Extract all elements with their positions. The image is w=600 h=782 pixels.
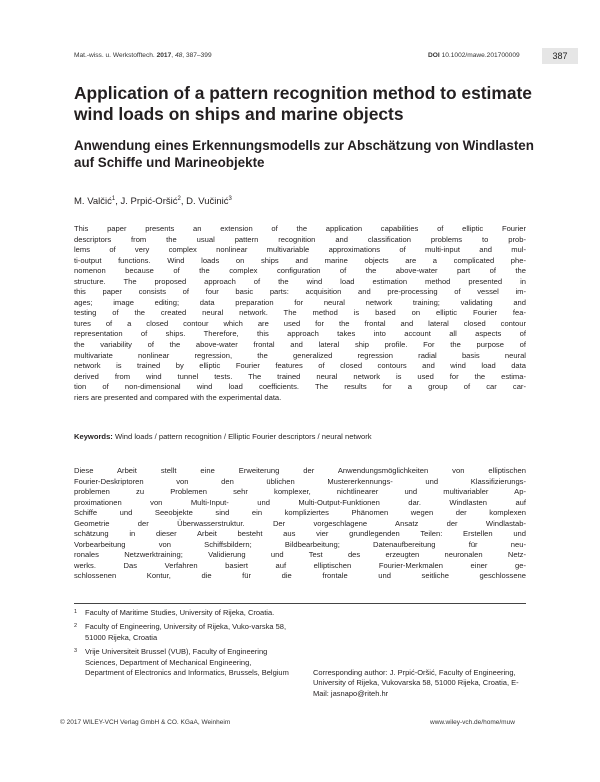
abstract-line: lems of very complex nonlinear multivariable approximations of multi-input and mul- — [74, 245, 526, 255]
abstract-german — [74, 466, 526, 582]
footnote: 3 Vrije Universiteit Brussel (VUB), Faculty of Engineering Sciences, Department of Mechanical Engineering, Department of Electronics and Informatics, Brussels, Belgium — [74, 647, 289, 678]
abstract-line: descriptors from the usual pattern recognition and classification problems to prob- — [74, 234, 526, 244]
footnote: 2 Faculty of Engineering, University of Rijeka, Vuko-varska 58, 51000 Rijeka, Croatia — [74, 622, 287, 642]
german-line: schlossenen Kontur, die für die frontale und seitliche geschlossene — [74, 571, 526, 581]
author: M. Valčić$^1$ — [74, 196, 116, 207]
journal-name: Mat.-wiss. u. Werkstofftech. — [74, 52, 155, 59]
german-line: Schiffe und Seeobjekte sind ein kompliziertes Phänomen wegen der komplexen — [74, 508, 526, 518]
abstract-line: testing of the created neural network. The method is based on elliptic Fourier fea- — [74, 308, 526, 318]
german-line: schätzung in dieser Arbeit besteht aus vier grundlegenden Teilen: Erstellen und — [74, 529, 526, 539]
doi-label: DOI — [428, 52, 440, 59]
keywords-label: Keywords: — [74, 432, 113, 441]
abstract-line: derived from wind tunnel tests. The trained neural network is used for the estima- — [74, 371, 526, 381]
journal-year: 2017 — [156, 52, 172, 59]
doi-value[interactable]: 10.1002/mawe.201700009 — [441, 52, 520, 59]
author: J. Prpić-Oršić$^2$ — [120, 196, 181, 207]
abstract-line: tures of a closed contour which are used for the frontal and lateral closed contour — [74, 318, 526, 328]
abstract-line: structure. The proposed approach of the wind load estimation method presented in — [74, 276, 526, 286]
abstract-line: the variability of the above-water frontal and lateral ship profile. For the purpose of — [74, 340, 526, 350]
paper-title: Application of a pattern recognition method to estimate wind loads on ships and marine objects — [74, 83, 532, 124]
footnote: 1 Faculty of Maritime Studies, University of Rijeka, Croatia. — [74, 608, 275, 617]
abstract-line: representation of ships. Therefore, this approach takes into account all aspects of — [74, 329, 526, 339]
abstract-line: multivariate nonlinear regression, the generalized regression radial basis neural — [74, 350, 526, 360]
abstract-line: network is trained by elliptic Fourier features of closed contours and wind load data — [74, 361, 526, 371]
german-line: ronales Netzwerktraining; Validierung und Test des erzeugten neuronalen Netz- — [74, 550, 526, 560]
paper-subtitle-german: Anwendung eines Erkennungsmodells zur Abschätzung von Windlasten auf Schiffe und Marineobjekte — [74, 138, 534, 170]
abstract-line: tion of non-dimensional wind load coefficients. The results for a group of car car- — [74, 382, 526, 392]
author: D. Vučinić$^3$ — [186, 196, 232, 207]
abstract-line: this paper consists of four basic parts: acquisition and pre-processing of vessel im- — [74, 287, 526, 297]
author-list: M. Valčić$^1$, J. Prpić-Oršić$^2$, D. Vučinić$^3$ — [74, 196, 232, 207]
page-number: 387 — [542, 48, 578, 64]
german-line: Geometrie der Überwasserstruktur. Der vorgeschlagene Ansatz der Windlastab- — [74, 518, 526, 528]
german-line: problemen zu Problemen sehr komplexer, nichtlinearer und multivariabler Ap- — [74, 487, 526, 497]
keywords — [74, 432, 526, 443]
german-line: Fourier-Deskriptoren von den üblichen Mustererkennungs- und Klassifizierungs- — [74, 476, 526, 486]
corresponding-author: Corresponding author: J. Prpić-Oršić, Faculty of Engineering, University of Rijeka, Vukovarska 58, 51000 Rijeka, Croatia, E-Mail: jasnapo@riteh.hr — [313, 668, 519, 698]
journal-citation: Mat.-wiss. u. Werkstofftech. 2017, 48, 387–399 — [74, 52, 212, 59]
affiliation-footnotes — [74, 604, 289, 678]
copyright-notice: © 2017 WILEY-VCH Verlag GmbH & CO. KGaA, Weinheim — [60, 719, 231, 726]
abstract-line: ti-output functions. Wind loads on ships and marine objects are a complicated phe- — [74, 255, 526, 265]
abstract-line: riers are presented and compared with the experimental data. — [74, 392, 282, 402]
german-line: Vorbearbeitung von Schiffsbildern; Bildbearbeitung; Datenaufbereitung für neu- — [74, 539, 526, 549]
journal-pages: 387–399 — [185, 52, 212, 59]
publisher-url[interactable]: www.wiley-vch.de/home/muw — [430, 719, 515, 726]
abstract-line: nomenon because of the complex configuration of the above-water part of the — [74, 266, 526, 276]
journal-volume: 48 — [174, 52, 183, 59]
abstract-line: This paper presents an extension of the application capabilities of elliptic Fourier — [74, 224, 526, 233]
doi[interactable] — [428, 52, 520, 59]
german-line: Diese Arbeit stellt eine Erweiterung der Anwendungsmöglichkeiten von elliptischen — [74, 466, 526, 475]
german-line: werks. Das Verfahren basiert auf elliptischen Fourier-Merkmalen einer ge- — [74, 560, 526, 570]
german-line: proximationen von Multi-Input- und Multi-Output-Funktionen dar. Windlasten auf — [74, 497, 526, 507]
abstract-english — [74, 224, 526, 403]
abstract-line: ages; image editing; data preparation for neural network training; validating and — [74, 297, 526, 307]
keywords-text: Wind loads / pattern recognition / Elliptic Fourier descriptors / neural network — [114, 432, 372, 441]
